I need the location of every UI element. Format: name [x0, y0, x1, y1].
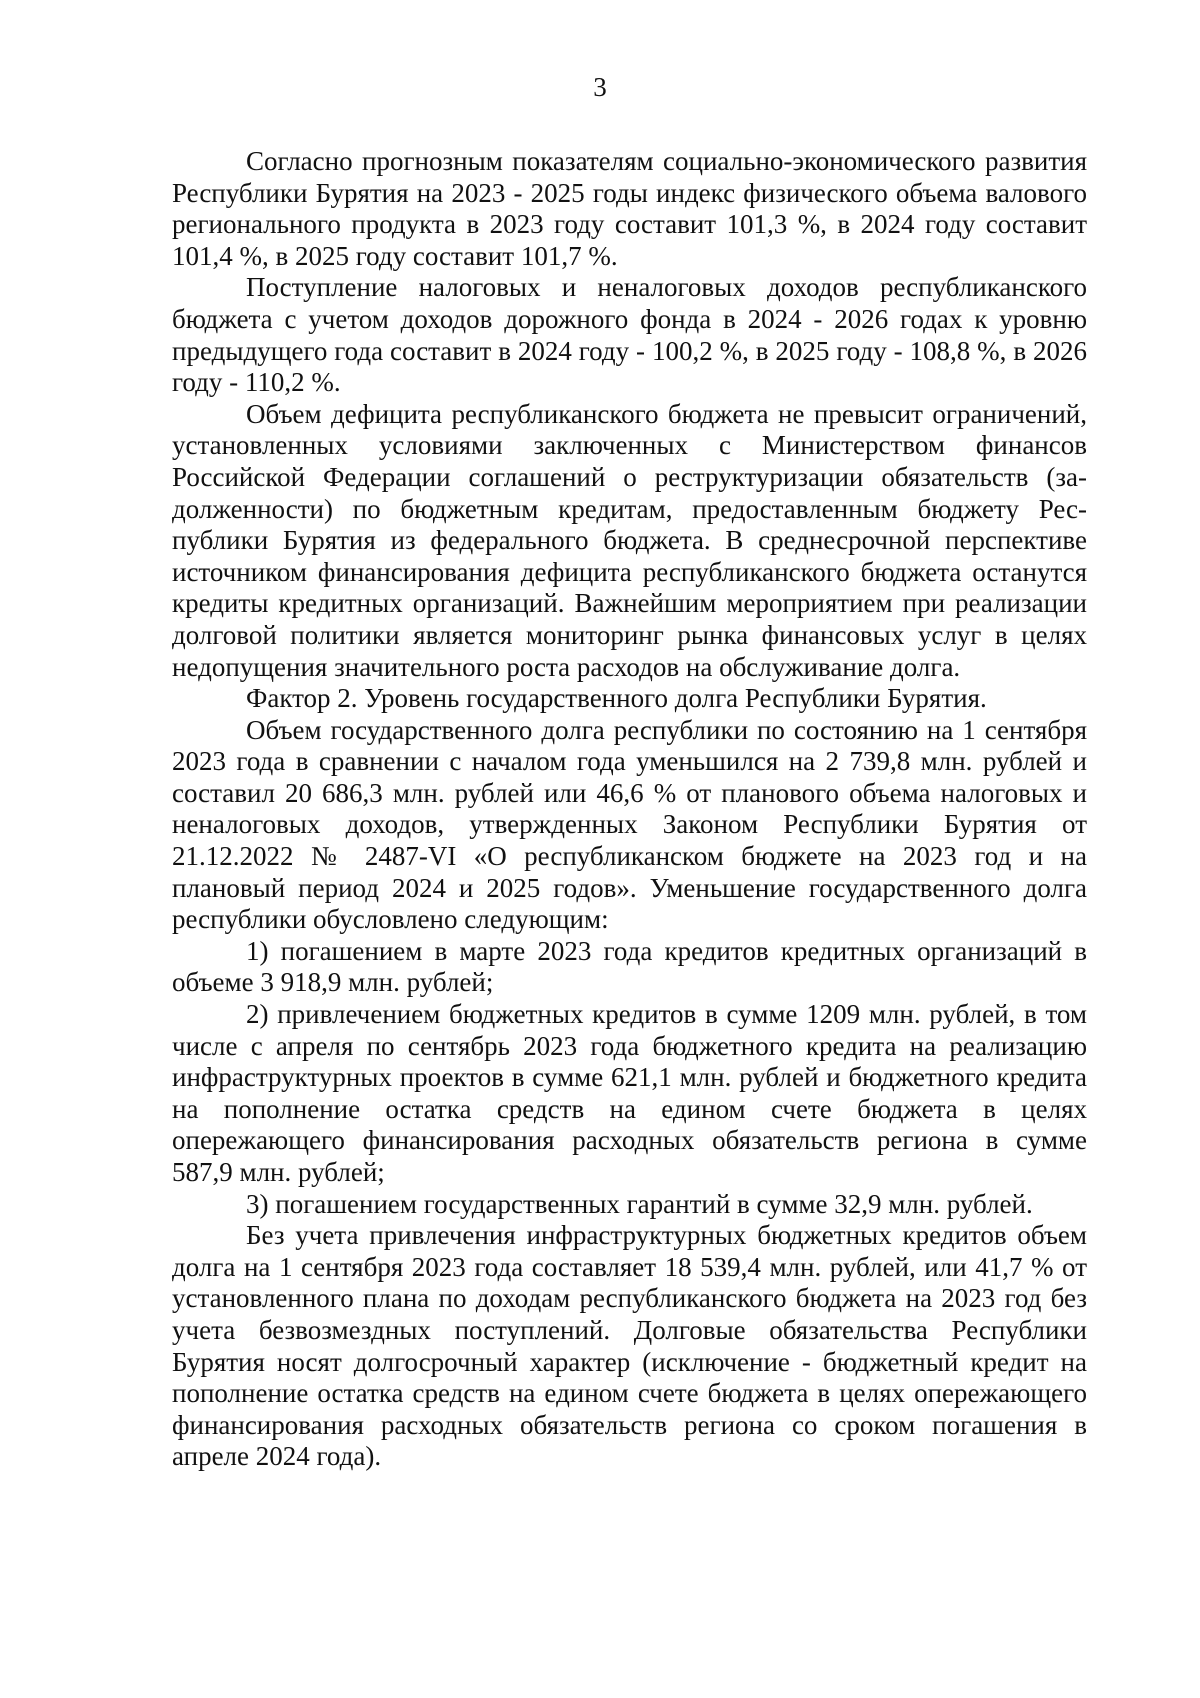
document-body: [172, 146, 1087, 1473]
paragraph-tax-revenue: Поступление налоговых и неналоговых доходов республиканского бюджета с учетом доходов дорожного фонда в 2024 - 2026 годах к уровню предыдущего года составит в 2024 году - 100,2 %, в 2025 году - 108,8 %, в 2026 году - 110,2 %.: [172, 272, 1087, 398]
paragraph-debt-without-infrastructure: Без учета привлечения инфраструктурных бюджетных кредитов объем долга на 1 сентября 2023 года составляет 18 539,4 млн. рублей, или 41,7 % от установленного плана по доходам республиканского бюджета на 2023 год без учета безвозмездных поступлений. Долговые обязательства Республики Бурятия носят долгосрочный характер (исключение - бюджетный кредит на пополнение остатка средств на едином счете бюджета в целях опережающего финансирования расходных обязательств региона со сроком погашения в апреле 2024 года).: [172, 1220, 1087, 1472]
paragraph-list-item-3: 3) погашением государственных гарантий в сумме 32,9 млн. рублей.: [246, 1188, 1033, 1219]
paragraph-debt-volume: Объем государственного долга республики по состоянию на 1 сентября 2023 года в сравнении с началом года уменьшился на 2 739,8 млн. рублей и составил 20 686,3 млн. рублей или 46,6 % от планового объема налоговых и неналоговых доходов, утвержденных Законом Республики Бурятия от 21.12.2022 № 2487-VI «О республиканском бюджете на 2023 год и на плановый период 2024 и 2025 годов». Уменьшение государственного долга республики обусловлено следующим:: [172, 714, 1087, 935]
paragraph-budget-deficit: Объем дефицита республиканского бюджета не превысит ограничений, установленных условиями заключенных с Министерством финансов Российской Федерации соглашений о реструктуризации обязательств (задолженности) по бюджетным кредитам, предоставленным бюджету Республики Бурятия из федерального бюджета. В среднесрочной перспективе источником финансирования дефицита республиканского бюджета останутся кредиты кредитных организаций. Важнейшим мероприятием при реализации долговой политики является мониторинг рынка финансовых услуг в целях недопущения значительного роста расходов на обслуживание долга.: [172, 398, 1087, 682]
paragraph-list-item-1: 1) погашением в марте 2023 года кредитов кредитных организаций в объеме 3 918,9 млн. рублей;: [172, 935, 1087, 998]
paragraph-factor-2-heading: Фактор 2. Уровень государственного долга Республики Бурятия.: [246, 683, 987, 714]
paragraph-list-item-2: 2) привлечением бюджетных кредитов в сумме 1209 млн. рублей, в том числе с апреля по сентябрь 2023 года бюджетного кредита на реализацию инфраструктурных проектов в сумме 621,1 млн. рублей и бюджетного кредита на пополнение остатка средств на едином счете бюджета в целях опережающего финансирования расходных обязательств региона в сумме 587,9 млн. рублей;: [172, 999, 1087, 1187]
paragraph-gdp-forecast: Согласно прогнозным показателям социально-экономического развития Республики Бурятия на 2023 - 2025 годы индекс физического объема валового регионального продукта в 2023 году составит 101,3 %, в 2024 году составит 101,4 %, в 2025 году составит 101,7 %.: [172, 146, 1087, 271]
page-number: 3: [593, 72, 607, 102]
